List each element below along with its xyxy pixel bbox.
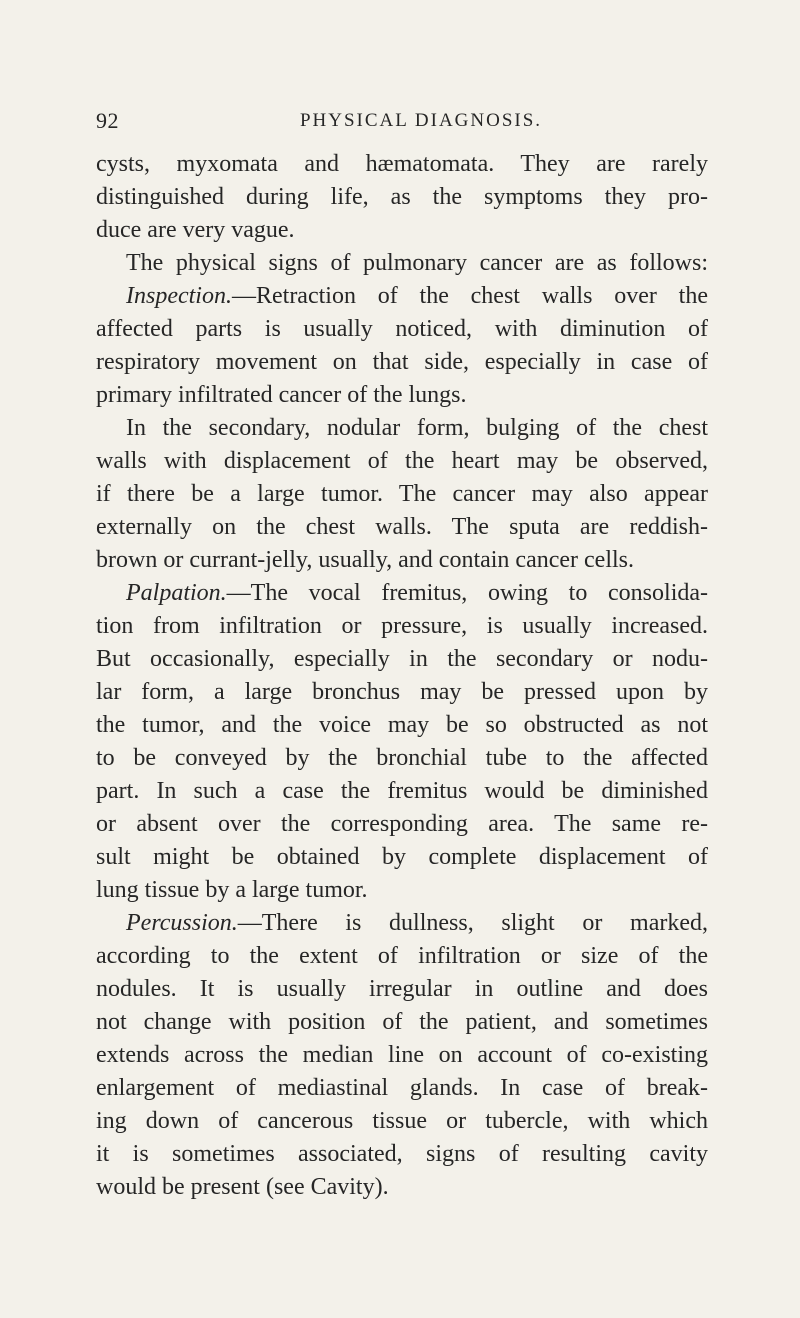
line-text: part. In such a case the fremitus would be diminished bbox=[96, 778, 708, 804]
line-text: cysts, myxomata and hæmatomata. They are rarely bbox=[96, 151, 708, 177]
page-header bbox=[96, 106, 716, 136]
line-text: according to the extent of infiltration or size of the bbox=[96, 943, 708, 969]
body-text bbox=[96, 148, 708, 1204]
line-text: primary infiltrated cancer of the lungs. bbox=[96, 382, 467, 408]
text-line bbox=[96, 280, 708, 313]
line-text: nodules. It is usually irregular in outline and does bbox=[96, 976, 708, 1002]
text-line bbox=[96, 676, 708, 709]
line-text: to be conveyed by the bronchial tube to the affected bbox=[96, 745, 708, 771]
text-line bbox=[96, 214, 708, 247]
text-line bbox=[96, 808, 708, 841]
line-text: ing down of cancerous tissue or tubercle, with which bbox=[96, 1108, 708, 1134]
line-text: externally on the chest walls. The sputa are reddish- bbox=[96, 514, 708, 540]
text-line bbox=[96, 1138, 708, 1171]
text-line bbox=[96, 247, 708, 280]
line-text: or absent over the corresponding area. The same re- bbox=[96, 811, 708, 837]
text-line bbox=[96, 445, 708, 478]
line-text: the tumor, and the voice may be so obstructed as not bbox=[96, 712, 708, 738]
line-text: But occasionally, especially in the secondary or nodu- bbox=[96, 646, 708, 672]
text-line bbox=[96, 148, 708, 181]
running-head: PHYSICAL DIAGNOSIS. bbox=[299, 110, 543, 131]
section-heading: Palpation. bbox=[126, 580, 227, 606]
line-text: brown or currant-jelly, usually, and contain cancer cells. bbox=[96, 547, 635, 573]
line-text: In the secondary, nodular form, bulging of the chest bbox=[126, 415, 708, 441]
line-text: not change with position of the patient, and sometimes bbox=[96, 1009, 708, 1035]
text-line bbox=[96, 907, 708, 940]
line-text: enlargement of mediastinal glands. In case of break- bbox=[96, 1075, 708, 1101]
text-line bbox=[96, 775, 708, 808]
line-text: —Retraction of the chest walls over the bbox=[231, 283, 708, 309]
text-line bbox=[96, 973, 708, 1006]
text-line bbox=[96, 181, 708, 214]
text-line bbox=[96, 709, 708, 742]
line-text: respiratory movement on that side, especially in case of bbox=[96, 349, 708, 375]
line-text: lung tissue by a large tumor. bbox=[96, 877, 368, 903]
line-text: —There is dullness, slight or marked, bbox=[237, 910, 708, 936]
line-text: walls with displacement of the heart may be observed, bbox=[96, 448, 708, 474]
text-line bbox=[96, 874, 708, 907]
text-line bbox=[96, 346, 708, 379]
text-line bbox=[96, 742, 708, 775]
text-line bbox=[96, 610, 708, 643]
text-line bbox=[96, 841, 708, 874]
text-line bbox=[96, 643, 708, 676]
text-line bbox=[96, 577, 708, 610]
line-text: extends across the median line on account of co-existing bbox=[96, 1042, 708, 1068]
line-text: sult might be obtained by complete displacement of bbox=[96, 844, 708, 870]
line-text: duce are very vague. bbox=[96, 217, 295, 243]
line-text: would be present (see Cavity). bbox=[96, 1174, 389, 1200]
line-text: —The vocal fremitus, owing to consolida- bbox=[226, 580, 708, 606]
text-line bbox=[96, 1006, 708, 1039]
line-text: affected parts is usually noticed, with diminution of bbox=[96, 316, 708, 342]
text-line bbox=[96, 1171, 708, 1204]
line-text: lar form, a large bronchus may be pressed upon by bbox=[96, 679, 708, 705]
section-heading: Inspection. bbox=[126, 283, 232, 309]
text-line bbox=[96, 511, 708, 544]
text-line bbox=[96, 412, 708, 445]
text-line bbox=[96, 478, 708, 511]
text-line bbox=[96, 940, 708, 973]
text-line bbox=[96, 544, 708, 577]
line-text: it is sometimes associated, signs of resulting cavity bbox=[96, 1141, 708, 1167]
text-line bbox=[96, 313, 708, 346]
line-text: tion from infiltration or pressure, is usually increased. bbox=[96, 613, 708, 639]
line-text: if there be a large tumor. The cancer may also appear bbox=[96, 481, 708, 507]
text-line bbox=[96, 1039, 708, 1072]
text-line bbox=[96, 379, 708, 412]
line-text: The physical signs of pulmonary cancer are as follows: bbox=[126, 250, 708, 276]
line-text: distinguished during life, as the symptoms they pro- bbox=[96, 184, 708, 210]
text-line bbox=[96, 1072, 708, 1105]
text-line bbox=[96, 1105, 708, 1138]
page-number: 92 bbox=[96, 108, 119, 133]
section-heading: Percussion. bbox=[126, 910, 238, 936]
